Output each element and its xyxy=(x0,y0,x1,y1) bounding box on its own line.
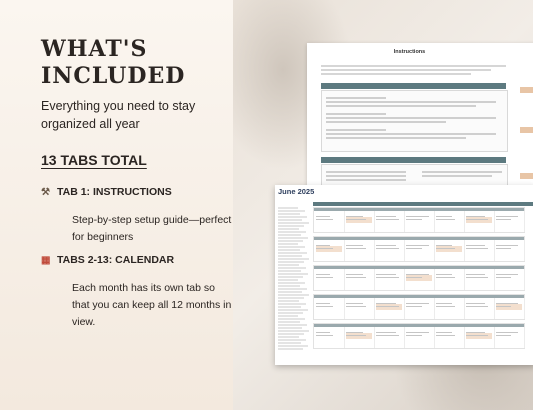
task-row xyxy=(278,210,305,212)
task-row xyxy=(278,294,309,296)
task-row xyxy=(278,261,304,263)
task-row xyxy=(278,324,307,326)
task-row xyxy=(278,288,307,290)
calendar-icon: ▦ xyxy=(41,255,51,266)
calendar-day xyxy=(374,327,405,348)
calendar-day xyxy=(494,211,525,232)
task-row xyxy=(278,342,301,344)
calendar-sheet-preview xyxy=(275,185,533,365)
task-row xyxy=(278,285,300,287)
calendar-sheet-title: June 2025 xyxy=(278,187,315,196)
calendar-day xyxy=(464,269,495,290)
calendar-day xyxy=(494,240,525,261)
task-list xyxy=(278,207,310,351)
task-row xyxy=(278,336,299,338)
calendar-day xyxy=(374,240,405,261)
subtitle: Everything you need to stay organized all year xyxy=(41,99,196,131)
task-row xyxy=(278,234,301,236)
task-row xyxy=(278,300,299,302)
task-row xyxy=(278,246,305,248)
task-row xyxy=(278,207,298,209)
calendar-tab-heading: ▦ TABS 2-13: CALENDAR xyxy=(41,254,175,266)
calendar-day xyxy=(314,240,345,261)
page-title: WHAT'S INCLUDED xyxy=(41,36,186,89)
calendar-day xyxy=(314,327,345,348)
task-row xyxy=(278,327,302,329)
task-row xyxy=(278,279,298,281)
task-row xyxy=(278,291,302,293)
task-row xyxy=(278,228,299,230)
task-row xyxy=(278,222,309,224)
calendar-day xyxy=(494,327,525,348)
task-row xyxy=(278,273,308,275)
task-row xyxy=(278,312,303,314)
task-row xyxy=(278,318,305,320)
task-row xyxy=(278,333,304,335)
calendar-day xyxy=(464,327,495,348)
calendar-day xyxy=(374,269,405,290)
task-row xyxy=(278,231,306,233)
calendar-day xyxy=(494,269,525,290)
task-row xyxy=(278,243,298,245)
task-row xyxy=(278,339,306,341)
calendar-day xyxy=(464,211,495,232)
task-row xyxy=(278,303,306,305)
calendar-header-bar xyxy=(313,202,533,206)
task-row xyxy=(278,237,308,239)
calendar-day xyxy=(404,269,435,290)
calendar-week xyxy=(313,207,525,233)
instructions-tab-heading: ⚒ TAB 1: INSTRUCTIONS xyxy=(41,186,172,198)
task-row xyxy=(278,249,300,251)
task-row xyxy=(278,345,308,347)
calendar-day xyxy=(434,298,465,319)
instructions-sheet-title: Instructions xyxy=(393,49,426,55)
task-row xyxy=(278,267,306,269)
calendar-day xyxy=(404,240,435,261)
task-row xyxy=(278,309,308,311)
calendar-day xyxy=(464,298,495,319)
task-row xyxy=(278,219,302,221)
calendar-day xyxy=(434,240,465,261)
calendar-day xyxy=(404,327,435,348)
task-row xyxy=(278,321,300,323)
task-row xyxy=(278,213,300,215)
calendar-tab-description: Each month has its own tab so that you can keep all 12 months in view. xyxy=(72,282,232,328)
calendar-day xyxy=(434,211,465,232)
task-row xyxy=(278,216,307,218)
calendar-week xyxy=(313,294,525,320)
calendar-day xyxy=(344,298,375,319)
task-row xyxy=(278,330,309,332)
calendar-week xyxy=(313,265,525,291)
calendar-day xyxy=(464,240,495,261)
instructions-box xyxy=(321,90,508,152)
calendar-day xyxy=(404,298,435,319)
calendar-day xyxy=(374,211,405,232)
section-bar xyxy=(321,157,506,163)
task-row xyxy=(278,240,303,242)
sidebar-bar xyxy=(520,127,533,133)
calendar-week xyxy=(313,323,525,349)
sidebar-bar xyxy=(520,87,533,93)
task-row xyxy=(278,348,303,350)
calendar-day xyxy=(314,211,345,232)
calendar-day xyxy=(344,327,375,348)
task-row xyxy=(278,255,302,257)
task-row xyxy=(278,315,298,317)
info-panel xyxy=(0,0,233,410)
tools-icon: ⚒ xyxy=(41,187,50,198)
tabs-total-heading: 13 TABS TOTAL xyxy=(41,152,147,168)
calendar-day xyxy=(344,240,375,261)
task-row xyxy=(278,225,304,227)
instructions-tab-description: Step-by-step setup guide—perfect for beginners xyxy=(72,214,232,243)
calendar-day xyxy=(404,211,435,232)
calendar-grid xyxy=(313,207,525,352)
task-row xyxy=(278,282,305,284)
task-row xyxy=(278,258,309,260)
calendar-day xyxy=(494,298,525,319)
sidebar-bar xyxy=(520,173,533,179)
calendar-day xyxy=(434,269,465,290)
calendar-day xyxy=(314,269,345,290)
calendar-day xyxy=(434,327,465,348)
task-row xyxy=(278,264,299,266)
task-row xyxy=(278,297,304,299)
task-row xyxy=(278,270,301,272)
section-bar xyxy=(321,83,506,89)
task-row xyxy=(278,276,303,278)
calendar-day xyxy=(314,298,345,319)
task-row xyxy=(278,252,307,254)
task-row xyxy=(278,306,301,308)
calendar-week xyxy=(313,236,525,262)
calendar-day xyxy=(344,269,375,290)
calendar-day xyxy=(344,211,375,232)
calendar-day xyxy=(374,298,405,319)
